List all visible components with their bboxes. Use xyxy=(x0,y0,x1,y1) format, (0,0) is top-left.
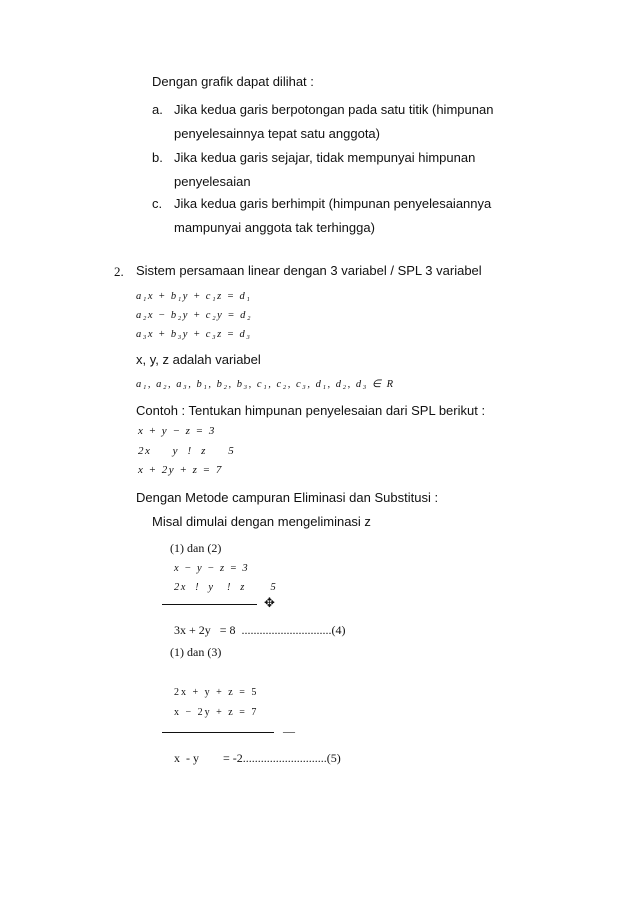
example-equation-2: 2x y ! z 5 xyxy=(138,445,236,457)
list-item-b-line2: penyelesaian xyxy=(174,174,251,189)
step1-operator-icon: ✥ xyxy=(264,595,275,610)
general-equation-1: a₁x + b₁y + c₁z = d₁ xyxy=(136,291,252,302)
list-item-b-line1: Jika kedua garis sejajar, tidak mempunyai himpunan xyxy=(174,150,476,165)
step1-equation-b: 2x ! y ! z 5 xyxy=(174,582,278,593)
general-equation-3: a₃x + b₃y + c₃z = d₃ xyxy=(136,329,252,340)
example-label: Contoh : Tentukan himpunan penyelesaian dari SPL berikut : xyxy=(136,403,486,418)
example-equation-3: x + 2y + z = 7 xyxy=(138,464,223,476)
list-item-c-line1: Jika kedua garis berhimpit (himpunan penyelesaiannya xyxy=(174,196,492,211)
step2-pair-label: (1) dan (3) xyxy=(170,645,222,659)
step1-equation-a: x − y − z = 3 xyxy=(174,563,250,574)
example-equation-1: x + y − z = 3 xyxy=(138,425,216,437)
intro-text: Dengan grafik dapat dilihat : xyxy=(152,74,314,89)
list-marker-a: a. xyxy=(152,102,163,117)
step2-result: x - y = -2............................(5) xyxy=(174,751,341,765)
list-item-a-line2: penyelesainnya tepat satu anggota) xyxy=(174,126,380,141)
step-intro: Misal dimulai dengan mengeliminasi z xyxy=(152,514,371,529)
section-title: Sistem persamaan linear dengan 3 variabel / SPL 3 variabel xyxy=(136,263,482,278)
method-label: Dengan Metode campuran Eliminasi dan Substitusi : xyxy=(136,490,439,505)
step2-operator-icon: — xyxy=(283,724,295,738)
general-equation-2: a₂x − b₂y + c₂y = d₂ xyxy=(136,310,252,321)
step1-pair-label: (1) dan (2) xyxy=(170,541,222,555)
section-number: 2. xyxy=(114,264,124,279)
list-item-a-line1: Jika kedua garis berpotongan pada satu titik (himpunan xyxy=(174,102,494,117)
step1-result: 3x + 2y = 8 ..............................(4) xyxy=(174,623,346,637)
list-item-c-line2: mampunyai anggota tak terhingga) xyxy=(174,220,375,235)
step2-difference-line xyxy=(162,732,274,733)
step2-equation-a: 2x + y + z = 5 xyxy=(174,687,259,698)
step1-sum-line xyxy=(162,604,257,605)
constants-text: a₁, a₂, a₃, b₁, b₂, b₃, c₁, c₂, c₃, d₁, d₂, d₃ ∈ R xyxy=(136,379,395,390)
list-marker-c: c. xyxy=(152,196,163,211)
variables-text: x, y, z adalah variabel xyxy=(136,352,261,367)
list-marker-b: b. xyxy=(152,150,163,165)
step2-equation-b: x − 2y + z = 7 xyxy=(174,707,259,718)
